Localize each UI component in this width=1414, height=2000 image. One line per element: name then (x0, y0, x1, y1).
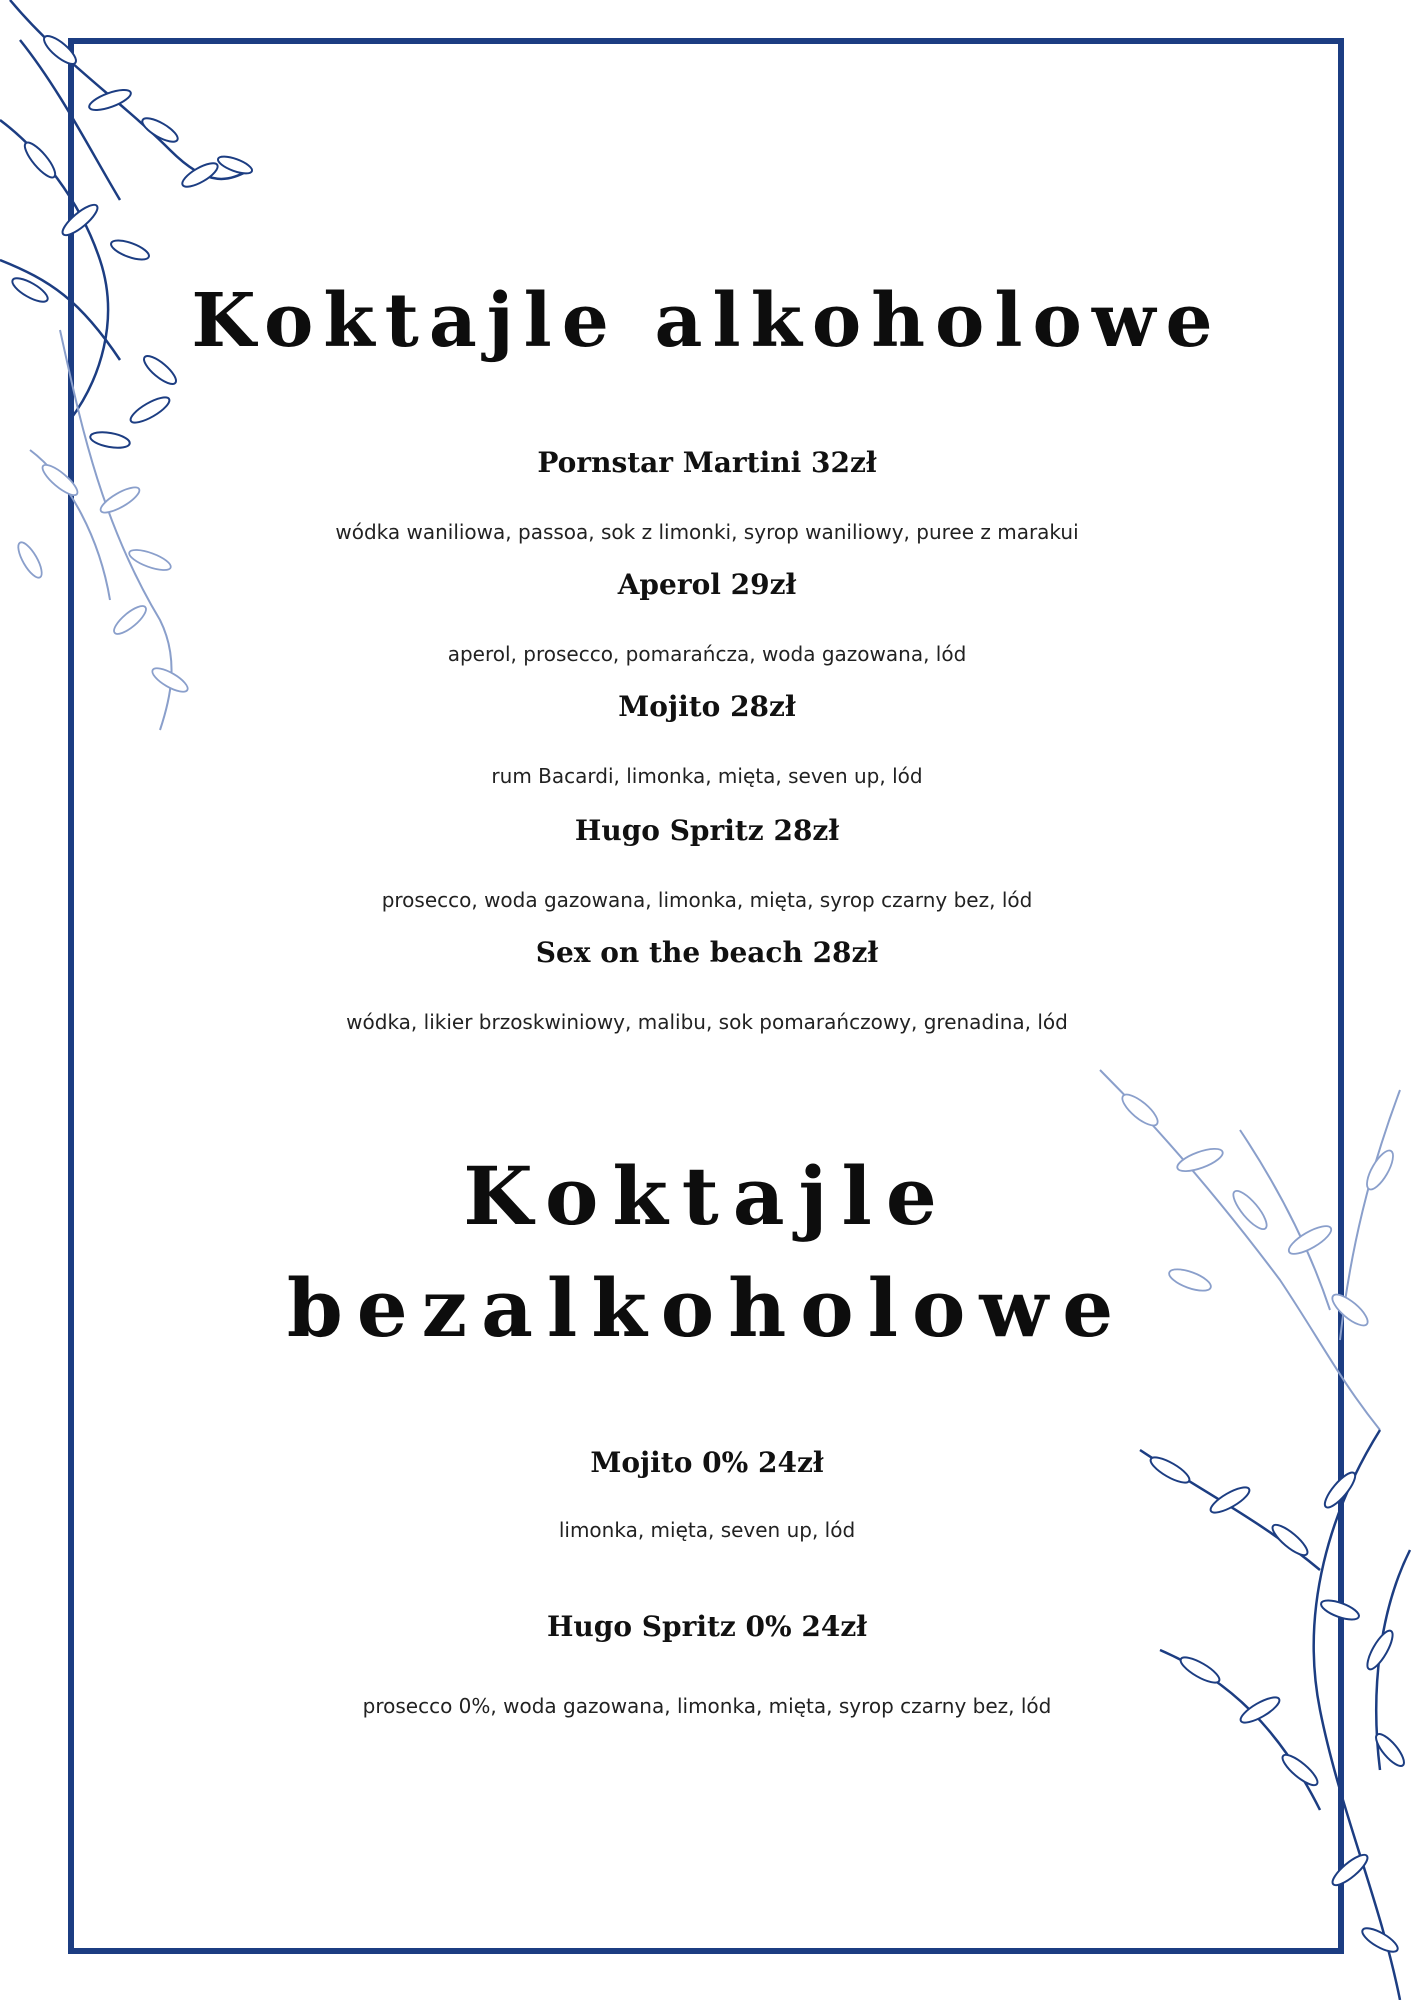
menu-item-description: prosecco 0%, woda gazowana, limonka, mięta, syrop czarny bez, lód (362, 1694, 1052, 1718)
menu-item-description: rum Bacardi, limonka, mięta, seven up, lód (491, 764, 923, 788)
menu-item-description: aperol, prosecco, pomarańcza, woda gazowana, lód (447, 642, 967, 666)
section-title-line: Koktajle (463, 1149, 951, 1243)
menu-item-name: Sex on the beach 28zł (535, 936, 879, 969)
menu-item-name: Hugo Spritz 0% 24zł (546, 1610, 868, 1643)
section-title-non-alcoholic (0, 1140, 1414, 1364)
menu-item-description: wódka waniliowa, passoa, sok z limonki, syrop waniliowy, puree z marakui (335, 520, 1079, 544)
menu-item-name: Mojito 0% 24zł (590, 1446, 824, 1479)
menu-item-name: Aperol 29zł (617, 568, 797, 601)
menu-item-name: Hugo Spritz 28zł (574, 814, 840, 847)
menu-item-name: Mojito 28zł (618, 690, 796, 723)
menu-item-description: limonka, mięta, seven up, lód (558, 1518, 856, 1542)
section-title-line: bezalkoholowe (286, 1261, 1128, 1355)
menu-item-description: prosecco, woda gazowana, limonka, mięta, syrop czarny bez, lód (381, 888, 1033, 912)
menu-item-name: Pornstar Martini 32zł (537, 446, 877, 479)
section-title-alcoholic: Koktajle alkoholowe (191, 278, 1223, 364)
menu-item-description: wódka, likier brzoskwiniowy, malibu, sok pomarańczowy, grenadina, lód (346, 1010, 1068, 1034)
